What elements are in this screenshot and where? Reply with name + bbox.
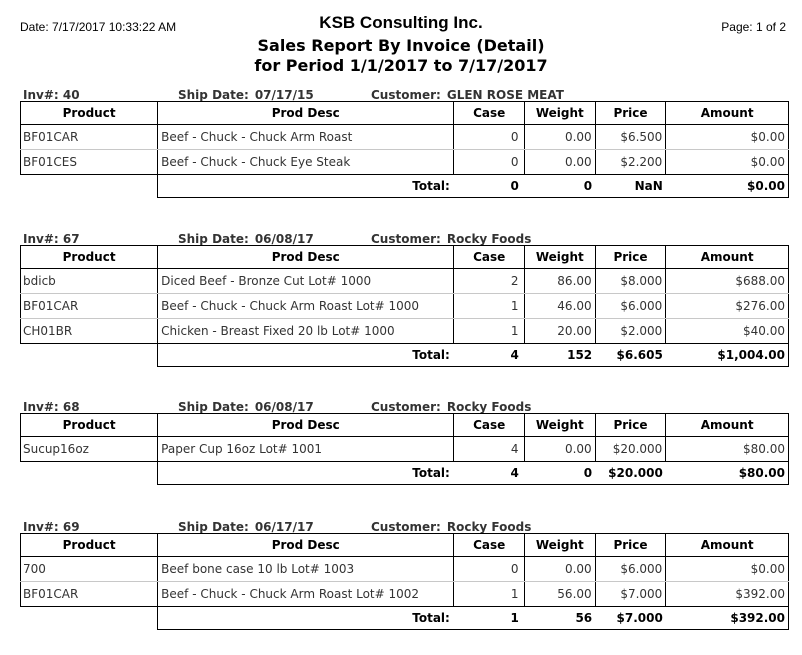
total-price: $20.000 — [595, 462, 666, 485]
cell-price: $8.000 — [595, 269, 666, 294]
cell-case: 1 — [454, 582, 525, 607]
cell-product: BF01CES — [21, 150, 158, 175]
cell-price: $6.000 — [595, 557, 666, 582]
table-header-row — [21, 414, 789, 437]
total-label: Total: — [158, 344, 454, 367]
invoice-table — [20, 101, 789, 198]
col-header-product: Product — [21, 246, 158, 269]
total-weight: 152 — [525, 344, 596, 367]
cell-desc: Beef bone case 10 lb Lot# 1003 — [158, 557, 454, 582]
col-header-desc: Prod Desc — [158, 414, 454, 437]
ship-date-label: Ship Date: — [178, 400, 249, 414]
total-spacer — [21, 344, 158, 367]
cell-case: 4 — [454, 437, 525, 462]
total-label: Total: — [158, 462, 454, 485]
total-price: $7.000 — [595, 607, 666, 630]
col-header-case: Case — [454, 414, 525, 437]
table-header-row — [21, 102, 789, 125]
col-header-price: Price — [595, 102, 666, 125]
total-row — [21, 607, 789, 630]
total-amount: $0.00 — [666, 175, 789, 198]
cell-case: 0 — [454, 150, 525, 175]
table-row — [21, 125, 789, 150]
table-row — [21, 150, 789, 175]
col-header-price: Price — [595, 414, 666, 437]
col-header-case: Case — [454, 246, 525, 269]
customer-label: Customer: — [371, 400, 441, 414]
total-amount: $1,004.00 — [666, 344, 789, 367]
cell-weight: 0.00 — [525, 150, 596, 175]
col-header-amount: Amount — [666, 102, 789, 125]
ship-date-label: Ship Date: — [178, 88, 249, 102]
page-number: Page: 1 of 2 — [721, 20, 786, 34]
cell-product: BF01CAR — [21, 582, 158, 607]
cell-desc: Diced Beef - Bronze Cut Lot# 1000 — [158, 269, 454, 294]
cell-product: CH01BR — [21, 319, 158, 344]
cell-amount: $40.00 — [666, 319, 789, 344]
col-header-amount: Amount — [666, 414, 789, 437]
ship-date — [178, 400, 314, 414]
col-header-case: Case — [454, 102, 525, 125]
total-label: Total: — [158, 175, 454, 198]
cell-product: 700 — [21, 557, 158, 582]
table-row — [21, 319, 789, 344]
total-weight: 0 — [525, 462, 596, 485]
inv-number-value: 69 — [62, 520, 80, 534]
cell-product: Sucup16oz — [21, 437, 158, 462]
col-header-weight: Weight — [525, 534, 596, 557]
cell-case: 1 — [454, 319, 525, 344]
cell-product: bdicb — [21, 269, 158, 294]
total-weight: 0 — [525, 175, 596, 198]
invoice-number — [23, 400, 80, 414]
cell-amount: $688.00 — [666, 269, 789, 294]
customer — [371, 400, 531, 414]
cell-desc: Beef - Chuck - Chuck Arm Roast Lot# 1000 — [158, 294, 454, 319]
cell-desc: Paper Cup 16oz Lot# 1001 — [158, 437, 454, 462]
total-label: Total: — [158, 607, 454, 630]
cell-case: 1 — [454, 294, 525, 319]
col-header-amount: Amount — [666, 534, 789, 557]
inv-number-value: 40 — [62, 88, 80, 102]
cell-weight: 20.00 — [525, 319, 596, 344]
customer-value: Rocky Foods — [446, 232, 532, 246]
ship-date-value: 07/17/15 — [254, 88, 314, 102]
total-row — [21, 462, 789, 485]
report-date: Date: 7/17/2017 10:33:22 AM — [20, 20, 177, 34]
customer-value: Rocky Foods — [446, 520, 532, 534]
col-header-desc: Prod Desc — [158, 246, 454, 269]
cell-amount: $80.00 — [666, 437, 789, 462]
customer-value: Rocky Foods — [446, 400, 532, 414]
customer-value: GLEN ROSE MEAT — [446, 88, 564, 102]
cell-product: BF01CAR — [21, 294, 158, 319]
table-row — [21, 557, 789, 582]
ship-date-label: Ship Date: — [178, 520, 249, 534]
total-weight: 56 — [525, 607, 596, 630]
cell-weight: 0.00 — [525, 437, 596, 462]
total-row — [21, 175, 789, 198]
customer-label: Customer: — [371, 232, 441, 246]
table-row — [21, 582, 789, 607]
ship-date-value: 06/08/17 — [254, 232, 314, 246]
customer — [371, 520, 531, 534]
invoice-number — [23, 88, 80, 102]
cell-price: $6.500 — [595, 125, 666, 150]
cell-amount: $0.00 — [666, 125, 789, 150]
cell-amount: $0.00 — [666, 557, 789, 582]
invoice-table — [20, 413, 789, 485]
cell-weight: 0.00 — [525, 557, 596, 582]
total-spacer — [21, 607, 158, 630]
total-amount: $80.00 — [666, 462, 789, 485]
cell-weight: 46.00 — [525, 294, 596, 319]
total-case: 1 — [454, 607, 525, 630]
inv-label: Inv#: — [23, 88, 59, 102]
cell-desc: Beef - Chuck - Chuck Eye Steak — [158, 150, 454, 175]
col-header-weight: Weight — [525, 414, 596, 437]
invoice-number — [23, 232, 80, 246]
cell-desc: Beef - Chuck - Chuck Arm Roast — [158, 125, 454, 150]
total-case: 4 — [454, 462, 525, 485]
cell-price: $2.200 — [595, 150, 666, 175]
report-period: for Period 1/1/2017 to 7/17/2017 — [254, 56, 548, 75]
cell-product: BF01CAR — [21, 125, 158, 150]
ship-date — [178, 88, 314, 102]
customer-label: Customer: — [371, 88, 441, 102]
total-case: 4 — [454, 344, 525, 367]
table-row — [21, 437, 789, 462]
col-header-price: Price — [595, 246, 666, 269]
ship-date-value: 06/08/17 — [254, 400, 314, 414]
col-header-desc: Prod Desc — [158, 102, 454, 125]
inv-label: Inv#: — [23, 400, 59, 414]
ship-date-value: 06/17/17 — [254, 520, 314, 534]
col-header-desc: Prod Desc — [158, 534, 454, 557]
cell-desc: Chicken - Breast Fixed 20 lb Lot# 1000 — [158, 319, 454, 344]
col-header-product: Product — [21, 534, 158, 557]
invoice-table — [20, 245, 789, 367]
table-header-row — [21, 246, 789, 269]
col-header-price: Price — [595, 534, 666, 557]
invoice-table — [20, 533, 789, 630]
total-price: NaN — [595, 175, 666, 198]
company-name: KSB Consulting Inc. — [319, 13, 483, 32]
total-spacer — [21, 462, 158, 485]
col-header-case: Case — [454, 534, 525, 557]
cell-amount: $392.00 — [666, 582, 789, 607]
ship-date — [178, 232, 314, 246]
cell-price: $6.000 — [595, 294, 666, 319]
cell-amount: $0.00 — [666, 150, 789, 175]
cell-price: $2.000 — [595, 319, 666, 344]
table-row — [21, 294, 789, 319]
ship-date-label: Ship Date: — [178, 232, 249, 246]
cell-amount: $276.00 — [666, 294, 789, 319]
total-row — [21, 344, 789, 367]
inv-number-value: 67 — [62, 232, 80, 246]
total-spacer — [21, 175, 158, 198]
table-row — [21, 269, 789, 294]
invoice-number — [23, 520, 80, 534]
total-price: $6.605 — [595, 344, 666, 367]
customer — [371, 88, 564, 102]
total-amount: $392.00 — [666, 607, 789, 630]
col-header-amount: Amount — [666, 246, 789, 269]
cell-weight: 0.00 — [525, 125, 596, 150]
cell-weight: 86.00 — [525, 269, 596, 294]
cell-price: $20.000 — [595, 437, 666, 462]
inv-number-value: 68 — [62, 400, 80, 414]
cell-case: 0 — [454, 557, 525, 582]
customer-label: Customer: — [371, 520, 441, 534]
table-header-row — [21, 534, 789, 557]
col-header-product: Product — [21, 102, 158, 125]
col-header-product: Product — [21, 414, 158, 437]
inv-label: Inv#: — [23, 520, 59, 534]
total-case: 0 — [454, 175, 525, 198]
cell-price: $7.000 — [595, 582, 666, 607]
col-header-weight: Weight — [525, 246, 596, 269]
cell-weight: 56.00 — [525, 582, 596, 607]
cell-case: 2 — [454, 269, 525, 294]
inv-label: Inv#: — [23, 232, 59, 246]
cell-desc: Beef - Chuck - Chuck Arm Roast Lot# 1002 — [158, 582, 454, 607]
cell-case: 0 — [454, 125, 525, 150]
customer — [371, 232, 531, 246]
ship-date — [178, 520, 314, 534]
col-header-weight: Weight — [525, 102, 596, 125]
report-title: Sales Report By Invoice (Detail) — [257, 36, 545, 55]
